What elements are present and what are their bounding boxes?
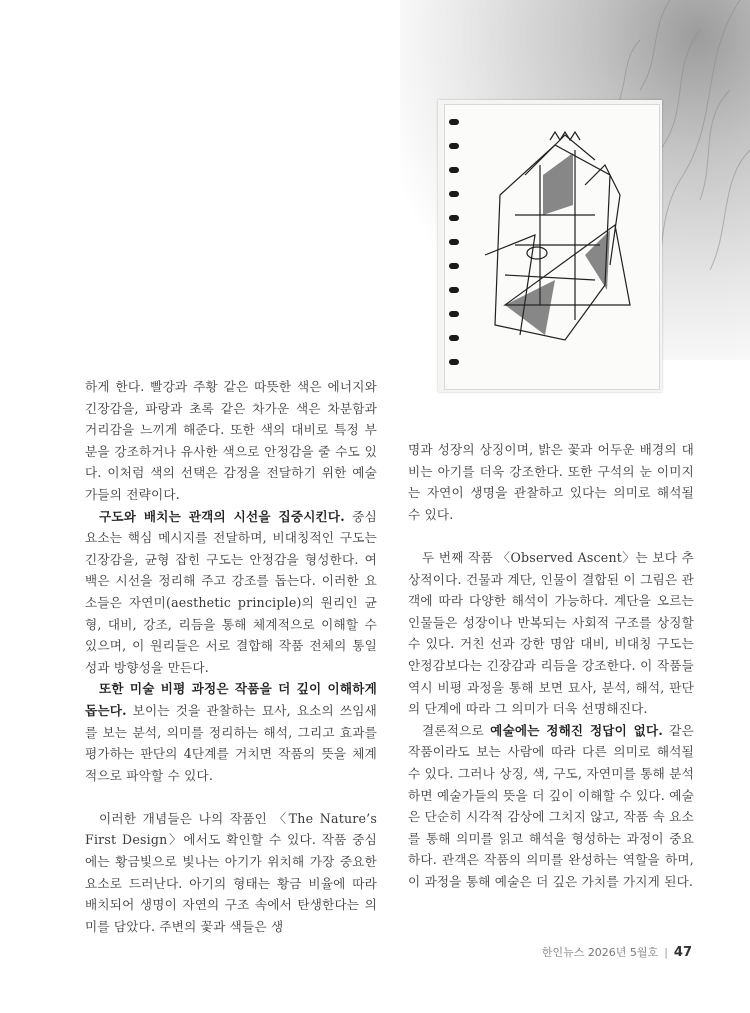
paragraph-conclusion-pre: 결론적으로 [422,722,491,738]
paragraph-first-work: 이러한 개념들은 나의 작품인 〈The Nature’s First Design〉에서도 확인할 수 있다. 작품 중심에는 황금빛으로 빛나는 아기가 위치해 가장 중요한 요소로 드러난다. 아기의 형태는 황금 비율에 따라 배치되어 생명이 자연의 구조 속에서 탄생한다는 의미를 담았다. 주변의 꽃과 색들은 생 [85,810,377,934]
paragraph-composition-lead: 구도와 배치는 관객의 시선을 집중시킨다. [99,508,345,524]
artwork-photo-observed-ascent [438,100,662,392]
paragraph-composition [85,506,377,679]
page-footer [542,944,692,960]
paragraph-conclusion [408,720,694,893]
publication-name: 한인뉴스 2026년 5월호 [541,946,659,959]
paragraph-color: 하게 한다. 빨강과 주황 같은 따뜻한 색은 에너지와 긴장감을, 파랑과 초록 같은 차가운 색은 차분함과 거리감을 느끼게 해준다. 또한 색의 대비로 특정 부분을 강조하거나 유사한 색으로 안정감을 줄 수도 있다. 이처럼 색의 선택은 감정을 전달하기 위한 예술가들의 전략이다. [85,379,377,502]
paragraph-second-work: 두 번째 작품 〈Observed Ascent〉는 보다 추상적이다. 건물과 계단, 인물이 결합된 이 그림은 관객에 따라 다양한 해석이 가능하다. 계단을 오르는 인물들은 성장이나 반복되는 사회적 구조를 상징할 수 있다. 거친 선과 강한 명암 대비, 비대칭 구도는 안정감보다는 긴장감과 리듬을 강조한다. 이 작품들 역시 비평 과정을 통해 보면 묘사, 분석, 해석, 판단의 단계에 따라 그 의미가 더욱 선명해진다. [408,549,694,717]
paragraph-conclusion-body: 같은 작품이라도 보는 사람에 따라 다른 의미로 해석될 수 있다. 그러나 상징, 색, 구도, 자연미를 통해 분석하면 예술가들의 뜻을 더 깊이 이해할 수 있다. 예술은 단순히 시각적 감상에 그치지 않고, 작품 속 요소를 통해 의미를 읽고 해석을 형성하는 과정이 중요하다. 관객은 작품의 의미를 완성하는 역할을 하며, 이 과정을 통해 예술은 더 깊은 가치를 가지게 된다. [408,722,694,889]
paragraph-critique-lead: 또한 미술 비평 과정은 작품을 더 깊이 이해하게 돕는다. [85,681,377,718]
paragraph-conclusion-lead: 예술에는 정해진 정답이 없다. [490,722,663,738]
paragraph-critique-body: 보이는 것을 관찰하는 묘사, 요소의 쓰임새를 보는 분석, 의미를 정리하는 해석, 그리고 효과를 평가하는 판단의 4단계를 거치면 작품의 뜻을 체계적으로 파악할 수 있다. [85,702,377,783]
spiral-binding [449,119,459,365]
footer-separator: | [664,946,668,959]
right-column [408,439,694,892]
paragraph-composition-body: 중심 요소는 핵심 메시지를 전달하며, 비대칭적인 구도는 긴장감을, 균형 잡힌 구도는 안정감을 형성한다. 여백은 시선을 정리해 주고 강조를 돕는다. 이러한 요소들은 자연미(aesthetic principle)의 원리인 균형, 대비, 강조, 리듬을 통해 체계적으로 이해할 수 있으며, 이 원리들은 서로 결합해 작품 전체의 통일성과 방향성을 만든다. [85,508,377,675]
paragraph-first-work-cont: 명과 성장의 상징이며, 밝은 꽃과 어두운 배경의 대비는 아기를 더욱 강조한다. 또한 구석의 눈 이미지는 자연이 생명을 관찰하고 있다는 의미로 해석될 수 있다. [408,442,694,522]
left-column [85,376,377,937]
sketchbook-drawing [445,105,659,389]
page-number: 47 [673,945,692,960]
paragraph-critique [85,678,377,786]
